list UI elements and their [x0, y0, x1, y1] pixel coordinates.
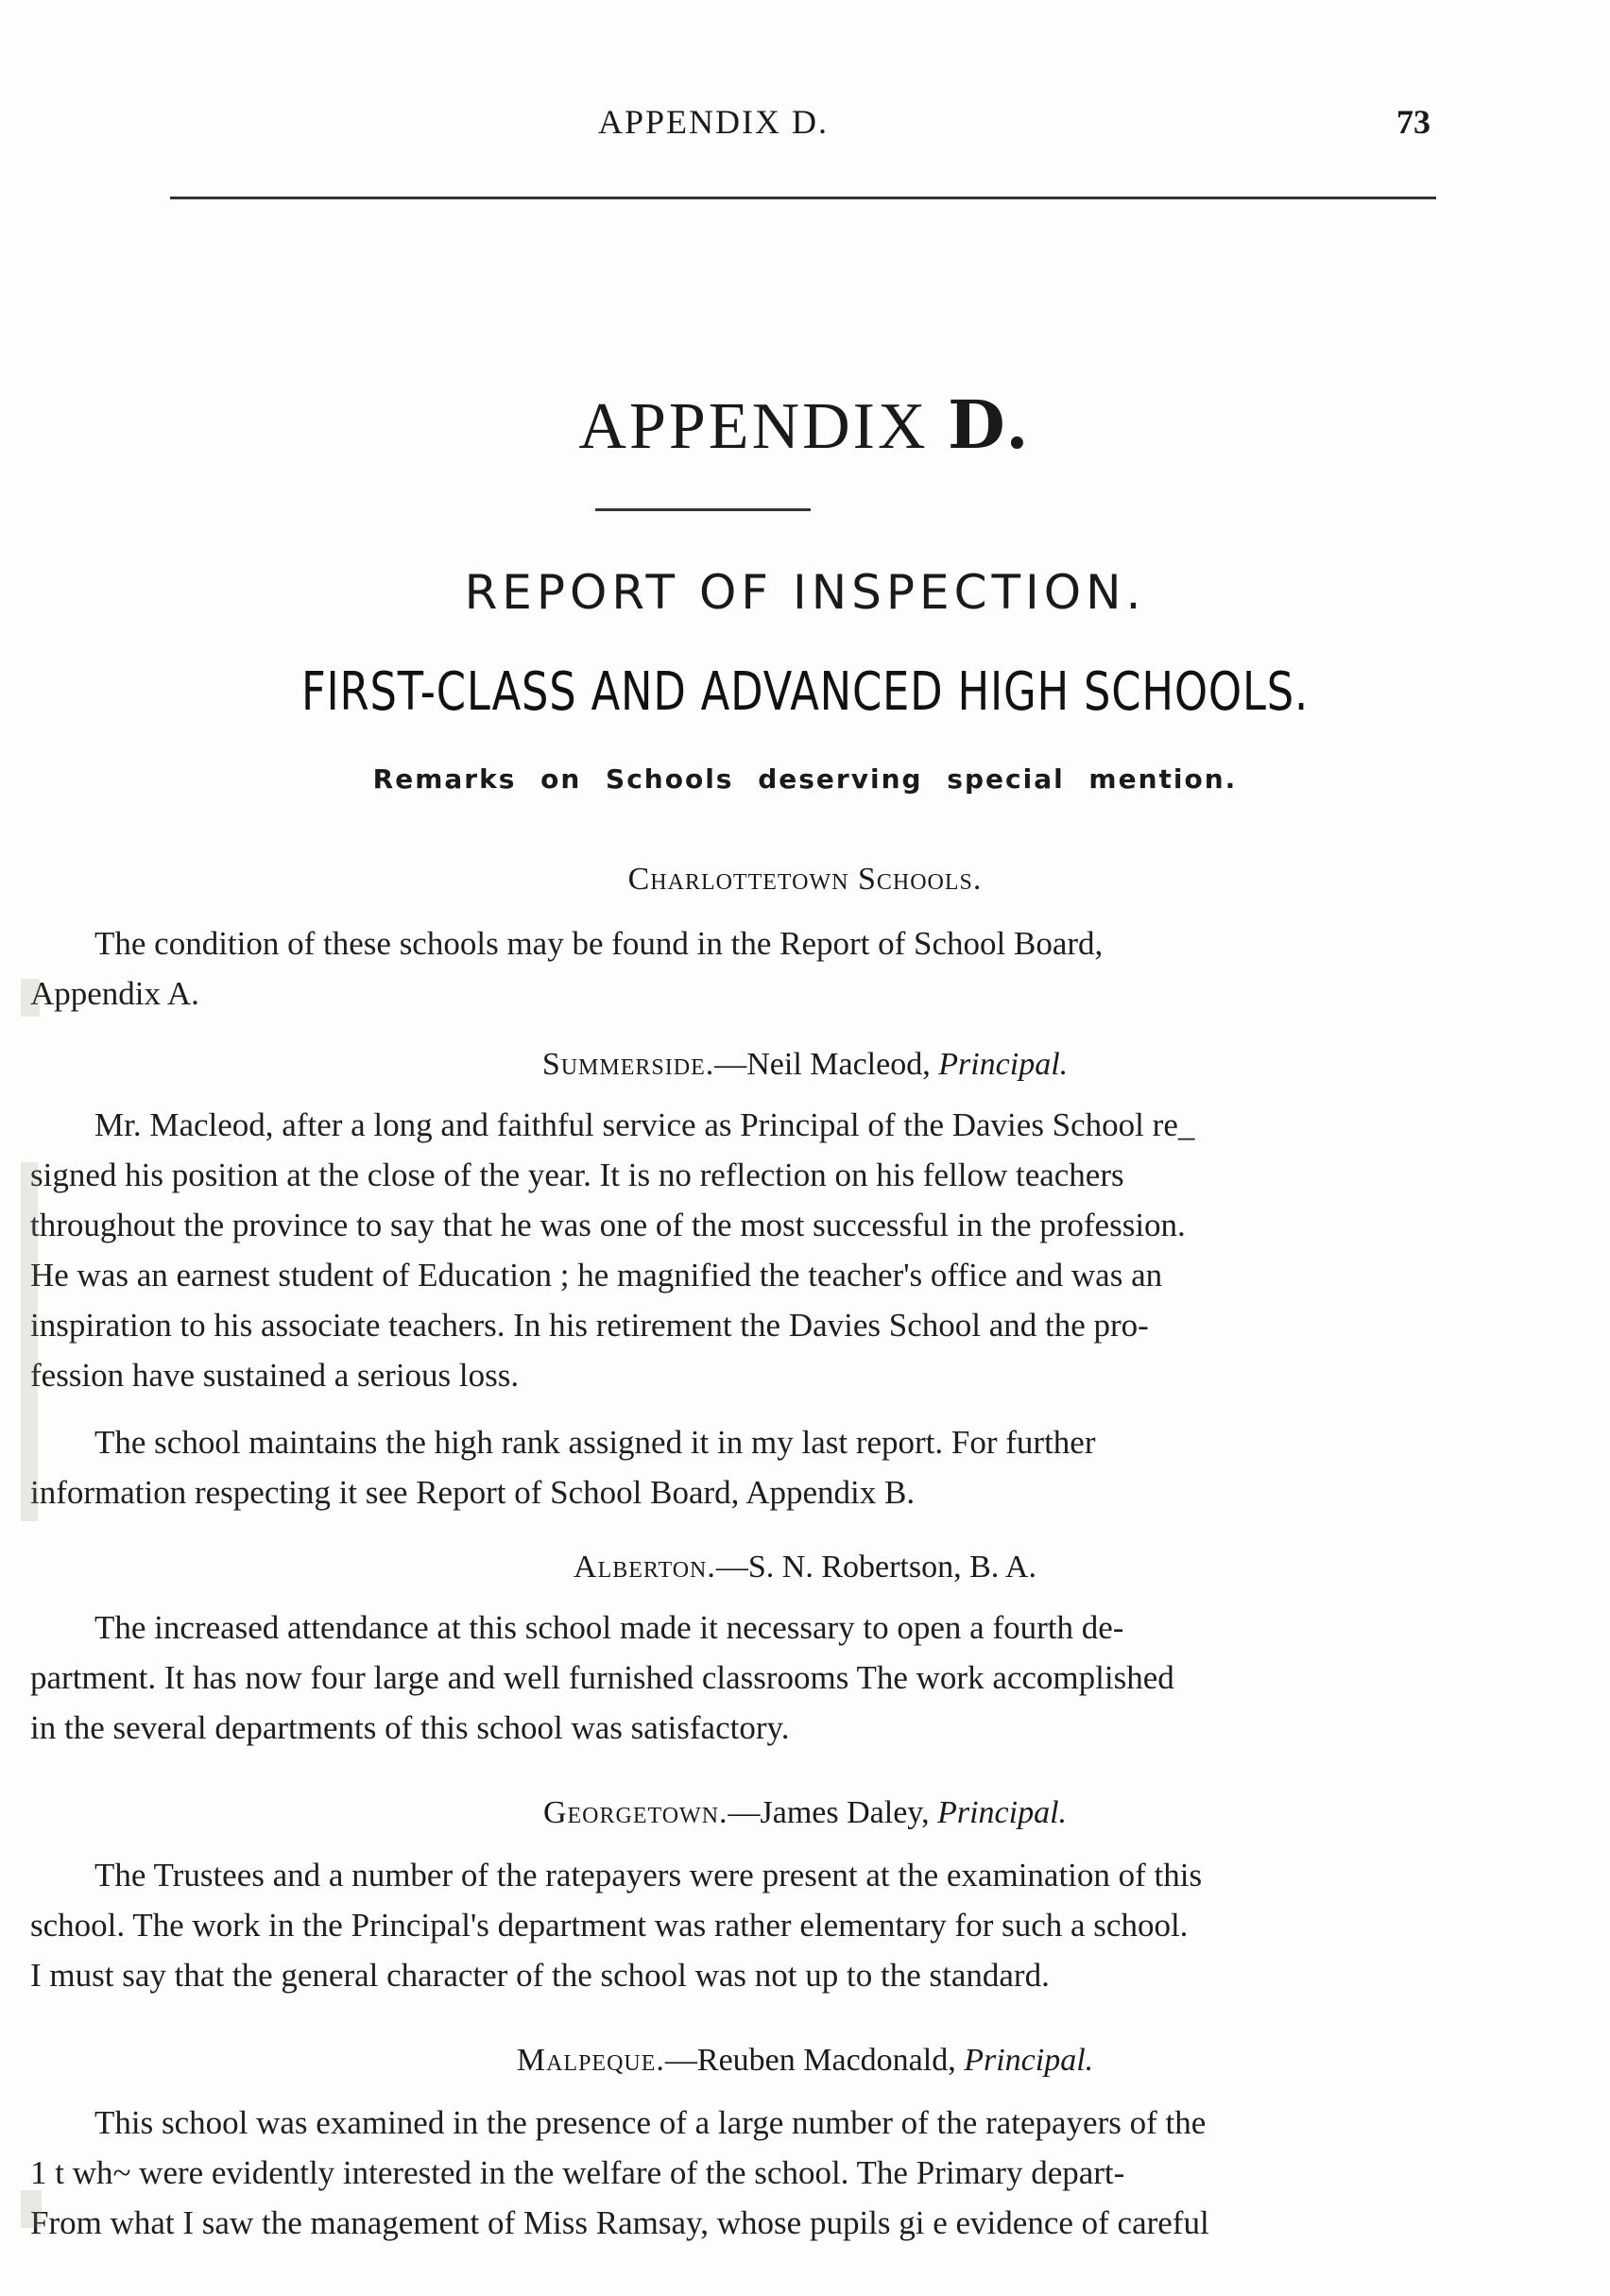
- school-name: Summerside.: [541, 1047, 715, 1082]
- paragraph-line: Mr. Macleod, after a long and faithful service as Principal of the Davies School re_: [94, 1106, 1195, 1143]
- paragraph-line: 1 t wh~ were evidently interested in the welfare of the school. The Primary depart-: [30, 2154, 1125, 2191]
- summerside-paragraph-2: [30, 1417, 1447, 1517]
- malpeque-paragraph: [30, 2098, 1447, 2248]
- charlottetown-paragraph: [30, 918, 1447, 1019]
- georgetown-paragraph: [30, 1850, 1447, 2000]
- paragraph-line: The school maintains the high rank assigned it in my last report. For further: [94, 1424, 1096, 1461]
- georgetown-heading: [0, 1795, 1610, 1831]
- header-rule: [170, 197, 1436, 199]
- summerside-paragraph-1: [30, 1100, 1447, 1400]
- running-title: APPENDIX D.: [598, 103, 830, 141]
- appendix-title-letter: D.: [948, 386, 1032, 464]
- paragraph-line: information respecting it see Report of School Board, Appendix B.: [30, 1474, 916, 1511]
- paragraph-line: fession have sustained a serious loss.: [30, 1357, 520, 1394]
- paragraph-line: school. The work in the Principal's department was rather elementary for such a school.: [30, 1907, 1189, 1944]
- alberton-heading: [0, 1550, 1610, 1585]
- paragraph-line: inspiration to his associate teachers. In his retirement the Davies School and the pro-: [30, 1307, 1149, 1344]
- principal-role: Principal.: [938, 1047, 1069, 1082]
- principal-role: Principal.: [937, 1795, 1068, 1830]
- paragraph-line: throughout the province to say that he was one of the most successful in the profession.: [30, 1207, 1186, 1243]
- paragraph-line: This school was examined in the presence of a large number of the ratepayers of the: [94, 2104, 1207, 2141]
- appendix-title-prefix: APPENDIX: [578, 390, 929, 463]
- remarks-subtitle: Remarks on Schools deserving special mention.: [372, 763, 1238, 795]
- school-name: Alberton.: [574, 1550, 716, 1585]
- malpeque-heading: [0, 2043, 1610, 2079]
- paper-stain: [21, 979, 40, 1017]
- paper-stain: [21, 2190, 42, 2228]
- paragraph-line: partment. It has now four large and well furnished classrooms The work accomplished: [30, 1659, 1174, 1696]
- paragraph-line: The increased attendance at this school made it necessary to open a fourth de-: [94, 1609, 1124, 1646]
- paragraph-line: in the several departments of this school was satisfactory.: [30, 1709, 790, 1746]
- charlottetown-heading: Charlottetown Schools.: [627, 862, 983, 897]
- principal-name: —Neil Macleod,: [714, 1047, 939, 1082]
- appendix-title: [0, 386, 1610, 465]
- paragraph-line: He was an earnest student of Education ; he magnified the teacher's office and was an: [30, 1257, 1163, 1294]
- school-name: Georgetown.: [542, 1795, 728, 1830]
- principal-name: —S. N. Robertson, B. A.: [715, 1550, 1036, 1585]
- school-name: Malpeque.: [516, 2043, 665, 2078]
- paragraph-line: The Trustees and a number of the ratepayers were present at the examination of this: [94, 1857, 1203, 1893]
- title-rule: [595, 508, 811, 511]
- summerside-heading: [0, 1047, 1610, 1083]
- principal-role: Principal.: [964, 2043, 1094, 2078]
- paragraph-line: I must say that the general character of the school was not up to the standard.: [30, 1957, 1050, 1994]
- alberton-paragraph: [30, 1602, 1447, 1753]
- principal-name: —James Daley,: [728, 1795, 938, 1830]
- running-head: [0, 102, 1610, 149]
- paragraph-line: The condition of these schools may be found in the Report of School Board,: [94, 925, 1104, 962]
- paragraph-line: signed his position at the close of the year. It is no reflection on his fellow teachers: [30, 1157, 1124, 1193]
- principal-name: —Reuben Macdonald,: [664, 2043, 965, 2078]
- page-number: 73: [1396, 103, 1430, 141]
- schools-title: FIRST-CLASS AND ADVANCED HIGH SCHOOLS.: [300, 661, 1310, 723]
- paragraph-line: Appendix A.: [30, 975, 199, 1012]
- report-title: REPORT OF INSPECTION.: [464, 565, 1146, 620]
- paper-stain: [21, 1162, 38, 1521]
- paragraph-line: From what I saw the management of Miss Ramsay, whose pupils gi e evidence of careful: [30, 2204, 1209, 2241]
